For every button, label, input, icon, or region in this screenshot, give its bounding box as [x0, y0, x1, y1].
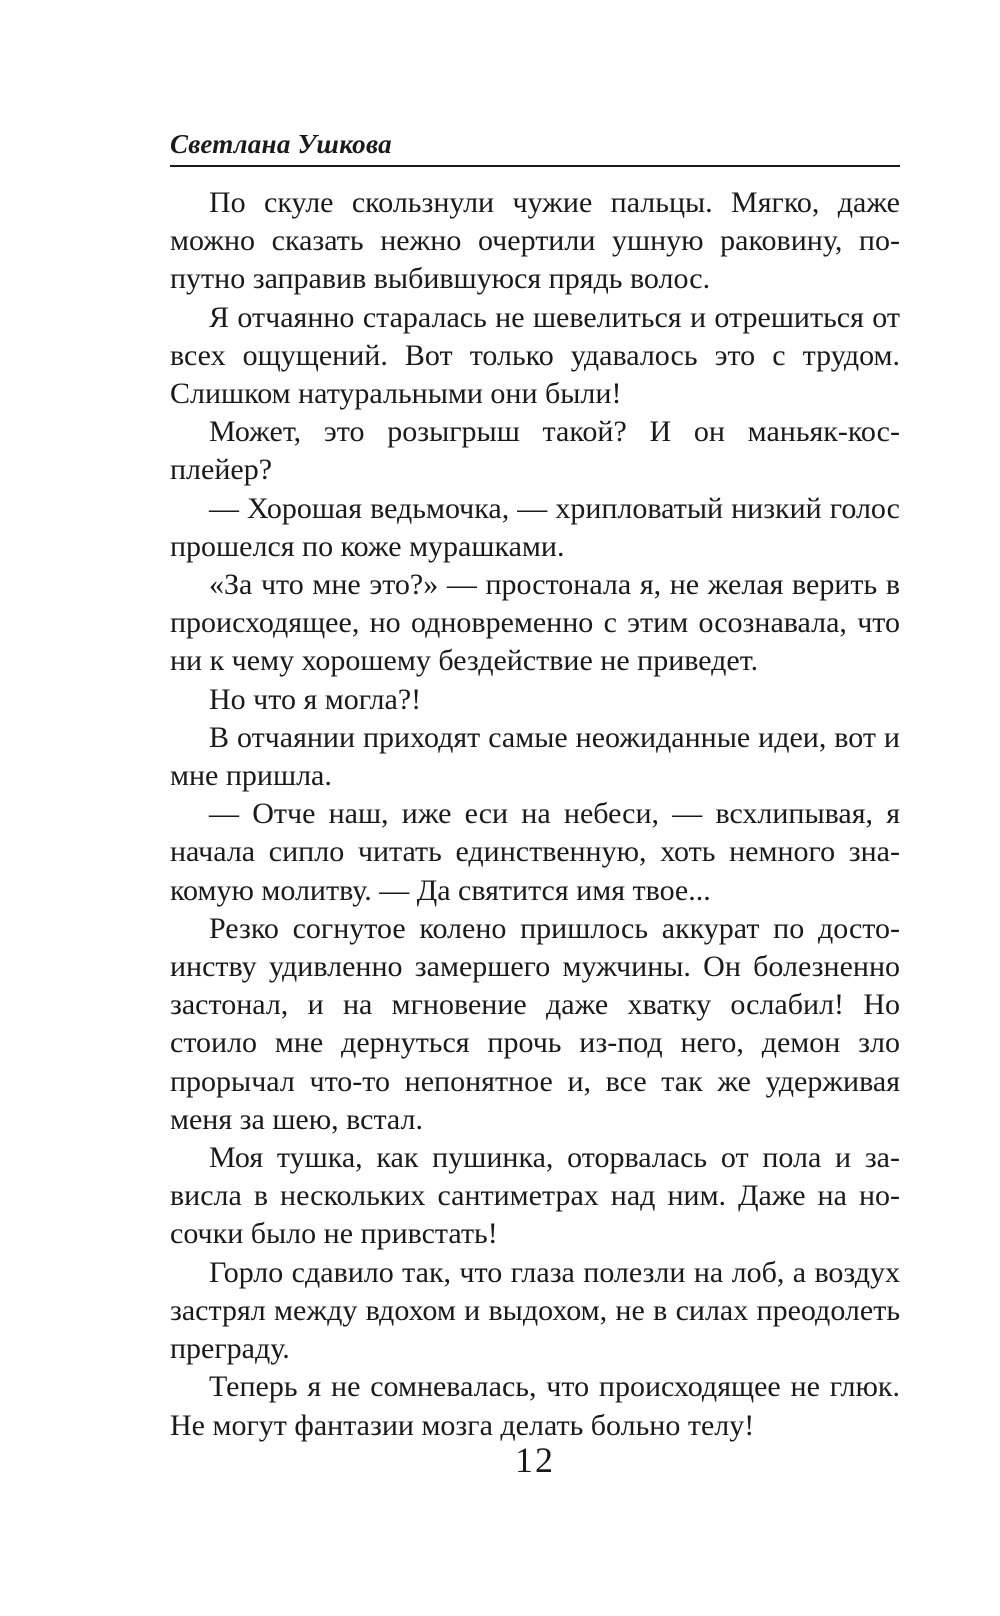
paragraph: Может, это розыгрыш такой? И он маньяк-косплейер?: [170, 415, 900, 487]
paragraph: — Отче наш, иже еси на небеси, — всхлипывая, я начала сипло читать единственную, хоть немного знакомую молитву. — Да святится имя твое...: [170, 797, 900, 907]
page-number: 12: [515, 1440, 555, 1480]
paragraph: Я отчаянно старалась не шевелиться и отрешиться от всех ощущений. Вот только удавалось это с трудом. Слишком натуральными они были!: [170, 300, 900, 411]
paragraph: — Хорошая ведьмочка, — хрипловатый низкий голос прошелся по коже мурашками.: [170, 491, 900, 563]
paragraph: По скуле скользнули чужие пальцы. Мягко, даже можно сказать нежно очертили ушную раковину, попутно заправив выбившуюся прядь волос.: [170, 186, 900, 296]
paragraph: Но что я могла?!: [209, 682, 422, 716]
paragraph: «За что мне это?» — простонала я, не желая верить в происходящее, но одновременно с этим осознавала, что ни к чему хорошему бездействие не приведет.: [170, 568, 900, 678]
paragraph: Теперь я не сомневалась, что происходящее не глюк. Не могут фантазии мозга делать больно телу!: [170, 1370, 900, 1442]
paragraph: В отчаянии приходят самые неожиданные идеи, вот и мне пришла.: [170, 720, 900, 793]
running-head-author: Светлана Ушкова: [170, 129, 392, 159]
paragraph: Горло сдавило так, что глаза полезли на лоб, а воздух застрял между вдохом и выдохом, не в силах преодолеть преграду.: [170, 1255, 900, 1366]
header-rule: [170, 165, 900, 167]
paragraph: Резко согнутое колено пришлось аккурат по достоинству удивленно замершего мужчины. Он болезненно застонал, и на мгновение даже хватку ослабил! Но стоило мне дернуться прочь из-под него, демон зло прорычал что-то непонятное и, все так же удерживая меня за шею, встал.: [170, 911, 900, 1136]
paragraph: Моя тушка, как пушинка, оторвалась от пола и зависла в нескольких сантиметрах над ним. Даже на носочки было не привстать!: [170, 1141, 900, 1251]
body-text: [170, 184, 900, 1445]
